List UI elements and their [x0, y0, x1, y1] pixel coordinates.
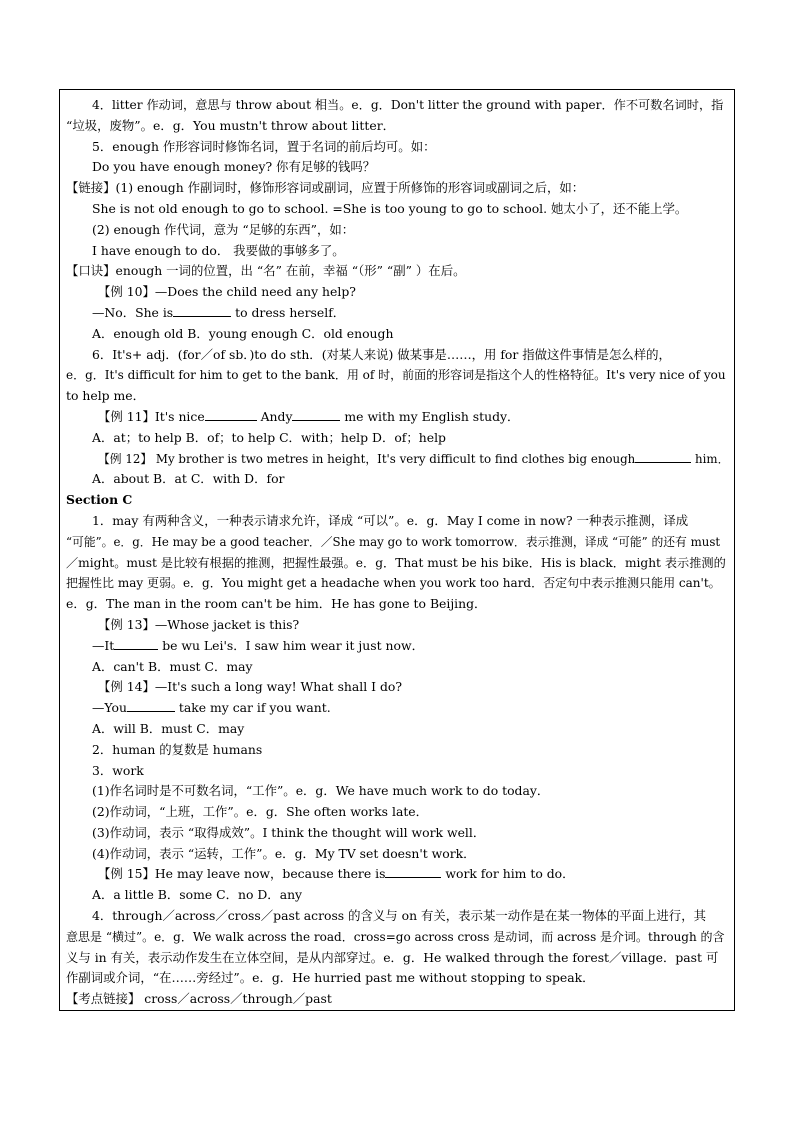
- answer-options: A．at；to help B．of；to help C．with；help D．of；help: [92, 429, 446, 445]
- document-body: [66, 95, 730, 1010]
- section-heading: Section C: [66, 492, 133, 508]
- text-line: e．g．The man in the room can't be him．He has gone to Beijing．: [66, 596, 487, 612]
- text-line: 意思是 “横过”。e．g．We walk across the road．cross=go across cross 是动词，而 across 是介词。through 的含: [66, 929, 725, 944]
- example-sentence: She is not old enough to go to school. =She is too young to go to school. 她太小了，还不能上学。: [92, 200, 688, 216]
- text-segment: —It: [92, 637, 115, 653]
- answer-blank[interactable]: [292, 407, 340, 421]
- text-line: 6．It's+ adj．(for／of sb．)to do sth．(对某人来说) 做某事是……，用 for 指做这件事情是怎么样的，: [92, 346, 671, 362]
- text-line: e．g．It's difficult for him to get to the bank．用 of 时，前面的形容词是指这个人的性格特征。It's very nice of you: [66, 368, 726, 383]
- text-line: “垃圾，废物”。e．g．You mustn't throw about litter．: [66, 117, 396, 133]
- text-line: 把握性比 may 更弱。e．g．You might get a headache when you work too hard．否定句中表示推测只能用 can't。: [66, 576, 721, 591]
- answer-options: A．can't B．must C．may: [92, 658, 253, 674]
- exercise-question: 【例 13】—Whose jacket is this?: [98, 616, 300, 632]
- answer-options: A．enough old B．young enough C．old enough: [92, 325, 394, 341]
- exercise-question: [66, 449, 730, 470]
- text-line: (4)作动词，表示 “运转，工作”。e．g．My TV set doesn't work．: [92, 845, 476, 861]
- text-segment: 【例 15】He may leave now，because there is: [98, 866, 386, 882]
- text-line: 作副词或介词，“在……旁经过”。e．g．He hurried past me without stopping to speak．: [66, 970, 595, 986]
- text-line: 2．human 的复数是 humans: [92, 741, 263, 757]
- text-segment: to dress herself．: [231, 304, 346, 320]
- exercise-question: [66, 407, 730, 428]
- exercise-question: [66, 864, 730, 885]
- text-line: (2)作动词，“上班，工作”。e．g．She often works late．: [92, 804, 429, 820]
- example-sentence: I have enough to do． 我要做的事够多了。: [92, 242, 345, 258]
- text-line: “可能”。e．g．He may be a good teacher．／She may go to work tomorrow．表示推测，译成 “可能” 的还有 must: [66, 534, 721, 549]
- text-segment: me with my English study．: [340, 408, 520, 424]
- text-line: to help me．: [66, 388, 145, 404]
- text-segment: be wu Lei's．I saw him wear it just now．: [158, 637, 424, 653]
- text-line: 1．may 有两种含义，一种表示请求允许，译成 “可以”。e．g．May I come in now? 一种表示推测，译成: [92, 512, 689, 528]
- answer-blank[interactable]: [635, 449, 691, 463]
- answer-options: A．about B．at C．with D．for: [92, 471, 285, 487]
- exercise-blank-line: [66, 698, 730, 719]
- text-segment: —You: [92, 700, 127, 716]
- text-line: (3)作动词，表示 “取得成效”。I think the thought will work well．: [92, 824, 486, 840]
- text-line: ／might。must 是比较有根据的推测，把握性最强。e．g．That must be his bike．His is black．might 表示推测的: [66, 555, 726, 570]
- answer-options: A．will B．must C．may: [92, 720, 245, 736]
- answer-blank[interactable]: [385, 864, 441, 878]
- exercise-blank-line: [66, 303, 730, 324]
- exam-point-link: 【考点链接】 cross／across／through／past: [66, 991, 332, 1007]
- text-line: 4．through／across／cross／past across 的含义与 on 有关，表示某一动作是在某一物体的平面上进行，其: [92, 908, 706, 924]
- link-note-line: 【链接】(1) enough 作副词时，修饰形容词或副词，应置于所修饰的形容词或副词之后，如：: [66, 180, 585, 196]
- text-line: (1)作名词时是不可数名词，“工作”。e．g．We have much work to do today．: [92, 783, 550, 799]
- text-segment: him．: [691, 451, 730, 466]
- answer-options: A．a little B．some C．no D．any: [92, 887, 303, 903]
- text-segment: 【例 11】It's nice: [98, 408, 205, 424]
- text-segment: 【例 12】 My brother is two metres in height，It's very difficult to find clothes big enough: [98, 451, 636, 466]
- text-segment: take my car if you want.: [174, 700, 331, 716]
- mnemonic-line: 【口诀】enough 一词的位置，出 “名” 在前，幸福 “（形” “副” ）在后。: [66, 263, 466, 279]
- exercise-question: 【例 10】—Does the child need any help?: [98, 284, 356, 300]
- exercise-blank-line: [66, 636, 730, 657]
- text-segment: Andy: [256, 408, 293, 424]
- answer-blank[interactable]: [114, 636, 158, 650]
- text-line: (2) enough 作代词，意为 “足够的东西”，如：: [92, 221, 355, 237]
- text-line: 义与 in 有关，表示动作发生在立体空间，是从内部穿过。e．g．He walked through the forest／village．past 可: [66, 949, 719, 965]
- exercise-question: 【例 14】—It's such a long way! What shall I do?: [98, 679, 403, 695]
- text-segment: work for him to do．: [441, 866, 575, 882]
- answer-blank[interactable]: [205, 407, 257, 421]
- answer-blank[interactable]: [173, 303, 231, 317]
- text-segment: —No．She is: [92, 304, 174, 320]
- text-line: 3．work: [92, 762, 144, 778]
- text-line: 5．enough 作形容词时修饰名词，置于名词的前后均可。如：: [92, 138, 436, 154]
- text-line: 4．litter 作动词，意思与 throw about 相当。e．g．Don't litter the ground with paper．作不可数名词时，指: [92, 98, 724, 112]
- document-frame: [59, 89, 735, 1011]
- text-line: Do you have enough money? 你有足够的钱吗？: [92, 159, 376, 175]
- answer-blank[interactable]: [127, 698, 175, 712]
